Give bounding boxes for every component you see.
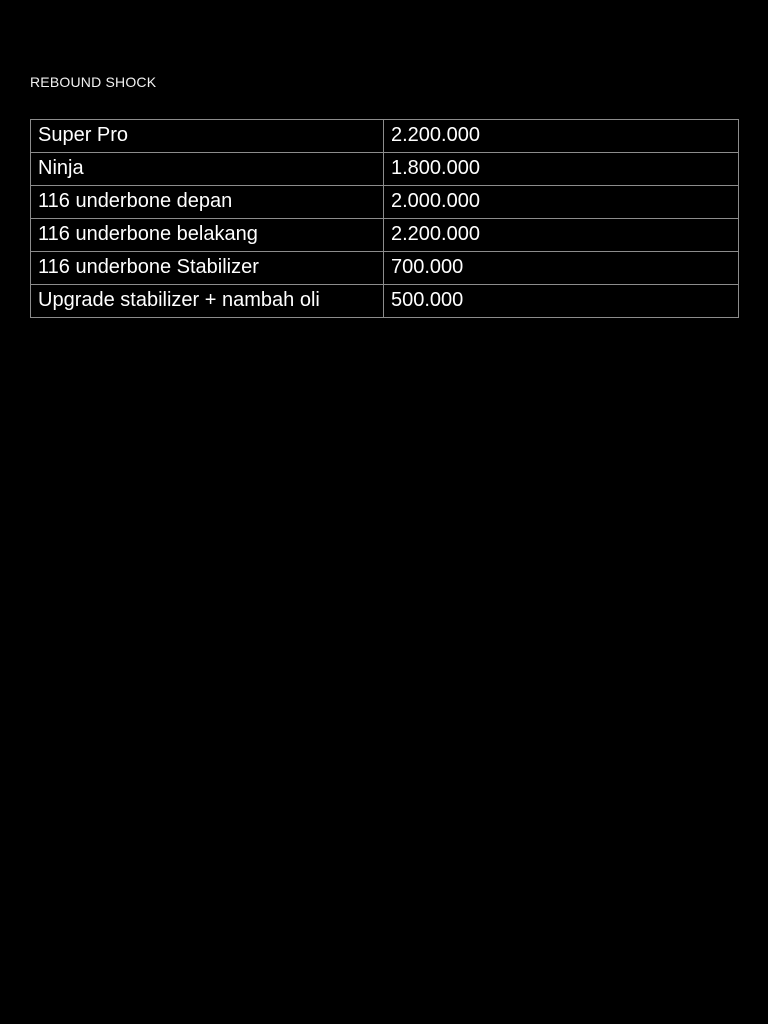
item-name-cell: 116 underbone Stabilizer	[31, 252, 384, 285]
document-title: REBOUND SHOCK	[30, 74, 157, 90]
price-cell: 700.000	[384, 252, 739, 285]
price-cell: 1.800.000	[384, 153, 739, 186]
item-name-cell: 116 underbone depan	[31, 186, 384, 219]
price-cell: 500.000	[384, 285, 739, 318]
table-row	[31, 120, 739, 153]
item-name-cell: Ninja	[31, 153, 384, 186]
price-cell: 2.200.000	[384, 120, 739, 153]
table-row	[31, 186, 739, 219]
price-cell: 2.000.000	[384, 186, 739, 219]
table-row	[31, 219, 739, 252]
price-cell: 2.200.000	[384, 219, 739, 252]
table-row	[31, 285, 739, 318]
table-row	[31, 153, 739, 186]
item-name-cell: 116 underbone belakang	[31, 219, 384, 252]
price-table	[30, 119, 739, 318]
item-name-cell: Upgrade stabilizer + nambah oli	[31, 285, 384, 318]
item-name-cell: Super Pro	[31, 120, 384, 153]
table-row	[31, 252, 739, 285]
